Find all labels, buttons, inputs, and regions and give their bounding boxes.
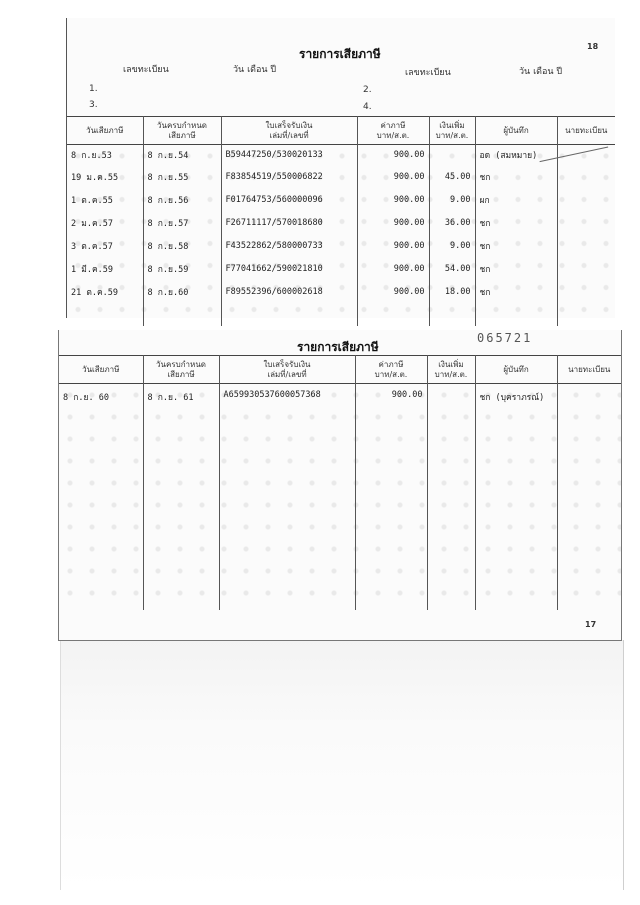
cell-due-date: 8 ก.ย.60 (143, 280, 221, 303)
entry-number-1: 1. (89, 84, 98, 94)
cell-due-date (143, 303, 221, 326)
page-number: 18 (587, 42, 599, 51)
entry-number-4: 4. (363, 102, 372, 112)
cell-registrar (557, 211, 615, 234)
cell-receipt: F83854519/550006822 (221, 165, 357, 188)
header-tax-date: วันเสียภาษี (59, 356, 143, 384)
passbook-page-18 (66, 18, 615, 318)
header-due-date: วันครบกำหนด เสียภาษี (143, 356, 219, 384)
table-row (67, 188, 615, 211)
header-surcharge: เงินเพิ่ม บาท/ส.ต. (427, 356, 475, 384)
cell-surcharge: 18.00 (429, 280, 475, 303)
table-header-row (59, 356, 621, 384)
header-recorder: ผู้บันทึก (475, 356, 557, 384)
registration-label-left: เลขทะเบียน (123, 65, 169, 75)
header-tax-amount: ค่าภาษี บาท/ส.ต. (357, 117, 429, 145)
page-title: รายการเสียภาษี (297, 340, 379, 354)
cell-tax-date: 3 ต.ค.57 (67, 234, 143, 257)
cell-surcharge: 54.00 (429, 257, 475, 280)
cell-receipt: F77041662/590021810 (221, 257, 357, 280)
cell-recorder: ชก (475, 257, 557, 280)
table-header-row (67, 117, 615, 145)
cell-tax-date (67, 303, 143, 326)
table-row (67, 257, 615, 280)
date-label-left: วัน เดือน ปี (233, 65, 277, 75)
cell-registrar (557, 303, 615, 326)
header-registrar: นายทะเบียน (565, 125, 608, 135)
cell-recorder: ชก (475, 165, 557, 188)
table-row (67, 303, 615, 326)
passbook-page-17 (58, 330, 622, 641)
cell-due-date: 8 ก.ย. 61 (143, 384, 219, 611)
table-row (67, 211, 615, 234)
cell-recorder (475, 303, 557, 326)
cell-registrar (557, 280, 615, 303)
cell-recorder: ชก (475, 234, 557, 257)
cell-due-date: 8 ก.ย.56 (143, 188, 221, 211)
cell-tax-amount: 900.00 (355, 384, 427, 611)
cell-surcharge: 9.00 (429, 234, 475, 257)
entry-number-3: 3. (89, 100, 98, 110)
table-row (67, 145, 615, 166)
cell-recorder: อด (สมหมาย) (475, 145, 557, 166)
cell-tax-date: 1 มี.ค.59 (67, 257, 143, 280)
cell-surcharge (427, 384, 475, 611)
cell-tax-amount: 900.00 (357, 280, 429, 303)
cell-tax-amount: 900.00 (357, 145, 429, 166)
cell-tax-amount: 900.00 (357, 211, 429, 234)
cell-receipt (221, 303, 357, 326)
cell-recorder: ชก (475, 211, 557, 234)
header-surcharge: เงินเพิ่ม บาท/ส.ต. (429, 117, 475, 145)
tax-payment-table (59, 355, 621, 610)
cell-tax-amount: 900.00 (357, 234, 429, 257)
cell-surcharge: 36.00 (429, 211, 475, 234)
page-number: 17 (585, 620, 597, 629)
cell-recorder: ชก (475, 280, 557, 303)
header-tax-amount: ค่าภาษี บาท/ส.ต. (355, 356, 427, 384)
cell-receipt: B59447250/530020133 (221, 145, 357, 166)
page-shadow (60, 640, 624, 890)
header-tax-date: วันเสียภาษี (67, 117, 143, 145)
cell-tax-amount (357, 303, 429, 326)
entry-number-2: 2. (363, 85, 372, 95)
date-label-right: วัน เดือน ปี (519, 67, 563, 77)
serial-number-bleed: 065721 (477, 331, 533, 345)
cell-registrar (557, 165, 615, 188)
table-row (67, 165, 615, 188)
cell-receipt: F26711117/570018680 (221, 211, 357, 234)
cell-registrar (557, 234, 615, 257)
cell-due-date: 8 ก.ย.57 (143, 211, 221, 234)
cell-recorder: ชก (บุคราภรณ์) (475, 384, 557, 611)
cell-surcharge: 45.00 (429, 165, 475, 188)
table-row (67, 280, 615, 303)
cell-due-date: 8 ก.ย.58 (143, 234, 221, 257)
cell-registrar (557, 188, 615, 211)
cell-tax-date: 21 ต.ค.59 (67, 280, 143, 303)
header-due-date: วันครบกำหนด เสียภาษี (143, 117, 221, 145)
cell-due-date: 8 ก.ย.54 (143, 145, 221, 166)
table-row (59, 384, 621, 611)
table-row (67, 234, 615, 257)
cell-tax-date: 8 ก.ย. 60 (59, 384, 143, 611)
cell-due-date: 8 ก.ย.55 (143, 165, 221, 188)
cell-recorder: ผก (475, 188, 557, 211)
cell-tax-amount: 900.00 (357, 257, 429, 280)
cell-tax-date: 8 ก.ย.53 (67, 145, 143, 166)
header-recorder: ผู้บันทึก (475, 117, 557, 145)
cell-receipt: F43522862/580000733 (221, 234, 357, 257)
cell-registrar (557, 257, 615, 280)
cell-tax-amount: 900.00 (357, 188, 429, 211)
cell-receipt: F01764753/560000096 (221, 188, 357, 211)
header-receipt: ใบเสร็จรับเงิน เล่มที่/เลขที่ (221, 117, 357, 145)
cell-surcharge (429, 145, 475, 166)
cell-surcharge (429, 303, 475, 326)
header-registrar: นายทะเบียน (568, 364, 611, 374)
cell-due-date: 8 ก.ย.59 (143, 257, 221, 280)
cell-tax-date: 1 ต.ค.55 (67, 188, 143, 211)
cell-tax-amount: 900.00 (357, 165, 429, 188)
cell-registrar (557, 384, 621, 611)
tax-payment-table (67, 116, 615, 326)
header-receipt: ใบเสร็จรับเงิน เล่มที่/เลขที่ (219, 356, 355, 384)
page-title: รายการเสียภาษี (299, 47, 381, 61)
registration-label-right: เลขทะเบียน (405, 68, 451, 78)
cell-tax-date: 19 ม.ค.55 (67, 165, 143, 188)
cell-tax-date: 2 ม.ค.57 (67, 211, 143, 234)
cell-receipt: A659930537600057368 (219, 384, 355, 611)
cell-receipt: F89552396/600002618 (221, 280, 357, 303)
cell-surcharge: 9.00 (429, 188, 475, 211)
